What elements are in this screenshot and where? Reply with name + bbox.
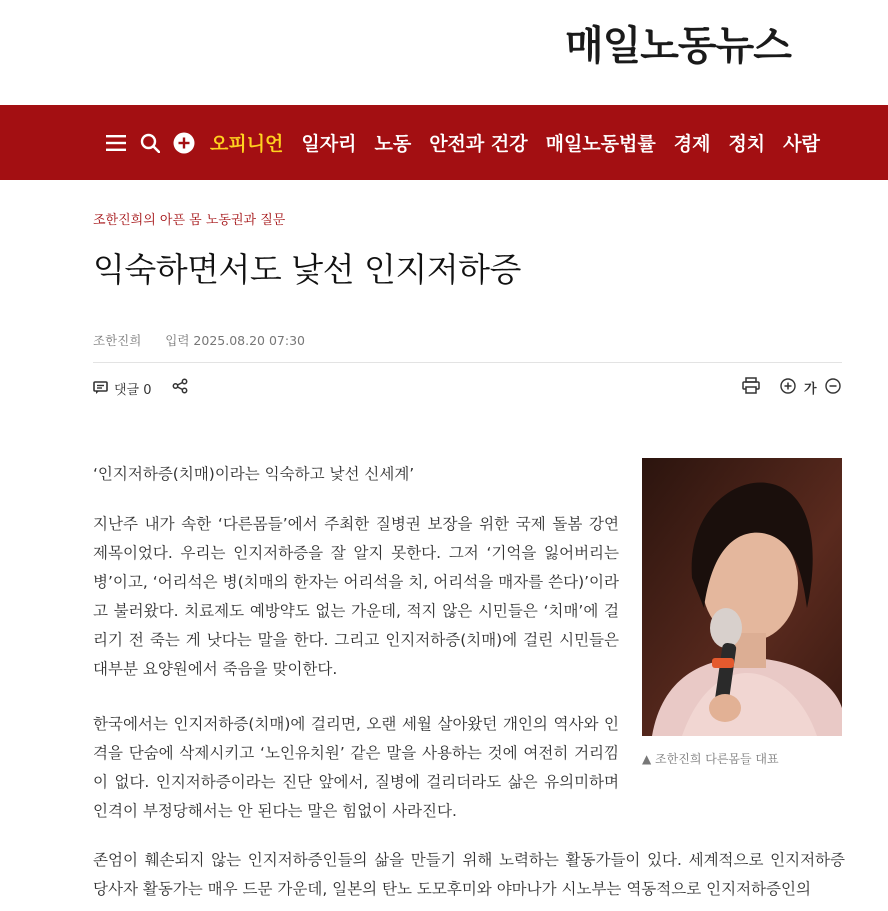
nav-item-labor-law[interactable]: 매일노동법률 [545, 133, 656, 155]
comment-button[interactable] [93, 379, 152, 398]
article-paragraph: 존엄이 훼손되지 않는 인지저하증인들의 삶을 만들기 위해 노력하는 활동가들이 있다. 세계적으로 인지저하증 당사자 활동가는 매우 드문 가운데, 일본의 탄노 도모후미와 야마나가 시노부는 역동적으로 인지저하증인의 [93, 851, 845, 898]
article-title: 익숙하면서도 낯선 인지저하증 [93, 250, 521, 289]
article-date: 입력 2025.08.20 07:30 [165, 333, 305, 348]
nav-item-opinion[interactable]: 오피니언 [210, 133, 284, 155]
article-meta [93, 331, 325, 349]
nav-items [210, 129, 838, 156]
font-decrease-icon[interactable] [825, 378, 841, 398]
nav-item-safety-health[interactable]: 안전과 건강 [429, 133, 528, 155]
menu-icon[interactable] [105, 132, 127, 154]
photo-caption: ▲ 조한진희 다른몸들 대표 [642, 752, 779, 766]
divider [93, 362, 842, 363]
site-logo[interactable]: 매일노동뉴스 [565, 23, 791, 69]
article-lead: ‘인지저하증(치매)이라는 익숙하고 낯선 신세계’ [93, 465, 415, 483]
nav-item-labor[interactable]: 노동 [374, 133, 412, 155]
article-paragraph: 한국에서는 인지저하증(치매)에 걸리면, 오랜 세월 살아왔던 개인의 역사와 인격을 단숨에 삭제시키고 ‘노인유치원’ 같은 말을 사용하는 것에 여전히 거리낌이 없다. 인지저하증이라는 진단 앞에서, 질병에 걸리더라도 삶은 유의미하며 인격이 부정당해서는 안 된다는 말은 힘없이 사라진다. [93, 715, 619, 820]
article-author[interactable]: 조한진희 [93, 333, 142, 348]
print-icon[interactable] [742, 377, 760, 398]
main-nav [0, 105, 888, 180]
nav-item-economy[interactable]: 경제 [673, 133, 711, 155]
nav-item-jobs[interactable]: 일자리 [301, 133, 357, 155]
nav-item-people[interactable]: 사람 [783, 133, 820, 155]
article-toolbar-left [93, 378, 188, 398]
search-icon[interactable] [139, 132, 161, 154]
share-icon[interactable] [172, 378, 188, 398]
nav-item-politics[interactable]: 정치 [728, 133, 766, 155]
plus-circle-icon[interactable] [173, 132, 195, 154]
comment-icon [93, 381, 108, 395]
site-header [0, 0, 888, 105]
font-size-label: 가 [804, 382, 817, 397]
article-paragraph: 지난주 내가 속한 ‘다른몸들’에서 주최한 질병권 보장을 위한 국제 돌봄 강연 제목이었다. 우리는 인지저하증을 잘 알지 못한다. 그저 ‘기억을 잃어버리는 병’이고, ‘어리석은 병(치매의 한자는 어리석을 치, 어리석을 매자를 쓴다)’이라고 불러왔다. 치료제도 예방약도 없는 가운데, 적지 않은 시민들은 ‘치매’에 걸리기 전 죽는 게 낫다는 말을 한다. 그리고 인지저하증(치매)에 걸린 시민들은 대부분 요양원에서 죽음을 맞이한다. [93, 515, 619, 678]
comment-count-label: 댓글 0 [114, 382, 152, 398]
author-photo[interactable] [642, 458, 842, 736]
article-toolbar-right [742, 377, 849, 398]
article-series-link[interactable]: 조한진희의 아픈 몸 노동권과 질문 [93, 213, 286, 228]
font-increase-icon[interactable] [780, 378, 796, 398]
